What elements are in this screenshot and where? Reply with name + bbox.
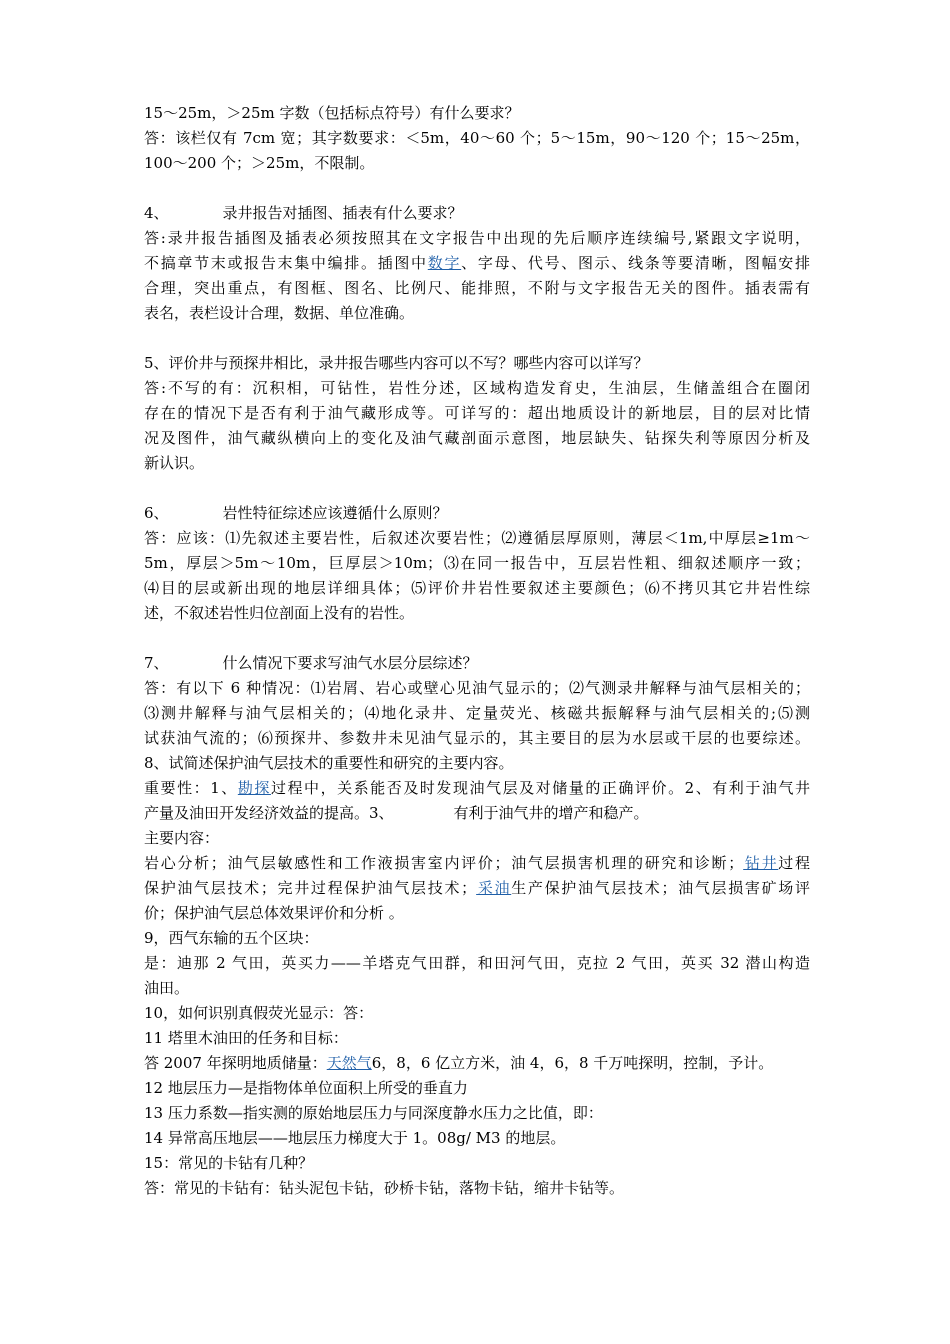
text-line: [144, 802, 810, 825]
line-text: 生产保护油气层技术；油气层损害矿场评: [511, 879, 810, 897]
line-text: 答：该栏仅有 7cm 宽；其字数要求：＜5m，40～60 个；5～15m，90～120 个；15～25m，: [144, 129, 810, 147]
line-text: 13 压力系数—指实测的原始地层压力与同深度静水压力之比值，即：: [144, 1104, 603, 1122]
question-9-heading: [144, 927, 810, 950]
text-line: [144, 1177, 810, 1200]
line-text: 14 异常高压地层——地层压力梯度大于 1。08g/ M3 的地层。: [144, 1129, 566, 1147]
text-line: [144, 427, 810, 450]
line-text: 过程中，关系能否及时发现油气层及对储量的正确评价。2、有利于油气井: [270, 779, 810, 797]
text-line: [144, 702, 810, 725]
text-line: [144, 402, 810, 425]
line-text: 主要内容：: [144, 829, 220, 847]
text-line: [144, 852, 810, 875]
line-text: 表名，表栏设计合理，数据、单位准确。: [144, 304, 415, 322]
line-text: 是：迪那 2 气田，英买力——羊塔克气田群，和田河气田，克拉 2 气田，英买 32 潜山构造: [144, 954, 810, 972]
line-text: 12 地层压力—是指物体单位面积上所受的垂直力: [144, 1079, 468, 1097]
text-line: [144, 527, 810, 550]
question-number: 4、: [144, 204, 169, 222]
text-line: [144, 552, 810, 575]
question-6-heading: [144, 502, 810, 525]
text-line: [144, 1052, 810, 1075]
text-line: [144, 227, 810, 250]
line-text: 岩心分析；油气层敏感性和工作液损害室内评价；油气层损害机理的研究和诊断；: [144, 854, 744, 872]
link-shuzi[interactable]: 数字: [427, 254, 462, 272]
link-tianranqi[interactable]: 天然气: [326, 1054, 372, 1072]
line-text: 新认识。: [144, 454, 205, 472]
question-7-heading: [144, 652, 810, 675]
question-text: 8、试简述保护油气层技术的重要性和研究的主要内容。: [144, 754, 514, 772]
question-5-heading: [144, 352, 810, 375]
text-line: [144, 302, 810, 325]
link-kantan[interactable]: 勘探: [237, 779, 271, 797]
text-line: [144, 877, 810, 900]
line-text: 重要性：1、: [144, 779, 238, 797]
line-text: 不搞章节末或报告末集中编排。插图中: [144, 254, 428, 272]
text-line: [144, 102, 810, 125]
text-line: [144, 602, 810, 625]
line-text: 5m，厚层＞5m～10m，巨厚层＞10m；⑶在同一报告中，互层岩性粗、细叙述顺序一致；: [144, 554, 810, 572]
question-text: 5、评价井与预探井相比，录井报告哪些内容可以不写？哪些内容可以详写？: [144, 354, 649, 372]
item-12: [144, 1077, 810, 1100]
line-text: 100～200 个；＞25m，不限制。: [144, 154, 375, 172]
line-text: 有利于油气井的增产和稳产。: [453, 804, 649, 822]
question-8-heading: [144, 752, 810, 775]
question-number: 7、: [144, 654, 169, 672]
question-text: 10，如何识别真假荧光显示：答：: [144, 1004, 374, 1022]
text-line: [144, 952, 810, 975]
line-text: 、字母、代号、图示、线条等要清晰，图幅安排: [461, 254, 810, 272]
text-line: [144, 777, 810, 800]
question-text: 11 塔里木油田的任务和目标：: [144, 1029, 348, 1047]
link-zuanjing[interactable]: 钻井: [743, 854, 779, 872]
line-text: 答 2007 年探明地质储量：: [144, 1054, 327, 1072]
text-line: [144, 677, 810, 700]
line-text: 况及图件，油气藏纵横向上的变化及油气藏剖面示意图，地层缺失、钻探失利等原因分析及: [144, 429, 810, 447]
text-line: [144, 827, 810, 850]
line-text: 产量及油田开发经济效益的提高。3、: [144, 804, 394, 822]
line-text: 油田。: [144, 979, 190, 997]
question-text: 9，西气东输的五个区块：: [144, 929, 319, 947]
line-text: 答：应该：⑴先叙述主要岩性，后叙述次要岩性；⑵遵循层厚原则，薄层＜1m,中厚层≥1m～: [144, 529, 810, 547]
item-14: [144, 1127, 810, 1150]
text-line: [144, 152, 810, 175]
question-text: 岩性特征综述应该遵循什么原则？: [222, 504, 448, 522]
line-text: 6，8，6 亿立方米，油 4，6，8 千万吨探明，控制，予计。: [371, 1054, 774, 1072]
question-11-heading: [144, 1027, 810, 1050]
line-text: 答:不写的有：沉积相，可钻性，岩性分述，区域构造发育史，生油层，生储盖组合在圈闭: [144, 379, 810, 397]
text-line: [144, 252, 810, 275]
line-text: 保护油气层技术；完井过程保护油气层技术；: [144, 879, 477, 897]
line-text: 过程: [778, 854, 810, 872]
line-text: 述，不叙述岩性归位剖面上没有的岩性。: [144, 604, 415, 622]
question-4-heading: [144, 202, 810, 225]
text-line: [144, 127, 810, 150]
line-text: 答：有以下 6 种情况：⑴岩屑、岩心或壁心见油气显示的；⑵气测录井解释与油气层相关的；: [144, 679, 810, 697]
line-text: 15～25m，＞25m 字数（包括标点符号）有什么要求？: [144, 104, 520, 122]
line-text: 试获油气流的；⑹预探井、参数井未见油气显示的，其主要目的层为水层或干层的也要综述。: [144, 729, 810, 747]
line-text: 价；保护油气层总体效果评价和分析 。: [144, 904, 404, 922]
line-text: 答:录井报告插图及插表必须按照其在文字报告中出现的先后顺序连续编号,紧跟文字说明，: [144, 229, 810, 247]
line-text: 存在的情况下是否有利于油气藏形成等。可详写的：超出地质设计的新地层，目的层对比情: [144, 404, 810, 422]
line-text: 合理，突出重点，有图框、图名、比例尺、能排照，不附与文字报告无关的图件。插表需有: [144, 279, 810, 297]
text-line: [144, 577, 810, 600]
line-text: ⑶测井解释与油气层相关的；⑷地化录井、定量荧光、核磁共振解释与油气层相关的;⑸测: [144, 704, 810, 722]
line-text: 答：常见的卡钻有：钻头泥包卡钻，砂桥卡钻，落物卡钻，缩井卡钻等。: [144, 1179, 625, 1197]
text-line: [144, 727, 810, 750]
text-line: [144, 377, 810, 400]
text-line: [144, 277, 810, 300]
text-line: [144, 902, 810, 925]
text-line: [144, 977, 810, 1000]
question-text: 什么情况下要求写油气水层分层综述？: [222, 654, 478, 672]
line-text: ⑷目的层或新出现的地层详细具体；⑸评价井岩性要叙述主要颜色；⑹不拷贝其它井岩性综: [144, 579, 810, 597]
question-text: 录井报告对插图、插表有什么要求？: [222, 204, 463, 222]
link-caiyou[interactable]: 采油: [476, 879, 512, 897]
item-13: [144, 1102, 810, 1125]
question-text: 15：常见的卡钻有几种？: [144, 1154, 314, 1172]
question-number: 6、: [144, 504, 169, 522]
question-15-heading: [144, 1152, 810, 1175]
text-line: [144, 452, 810, 475]
question-10-heading: [144, 1002, 810, 1025]
